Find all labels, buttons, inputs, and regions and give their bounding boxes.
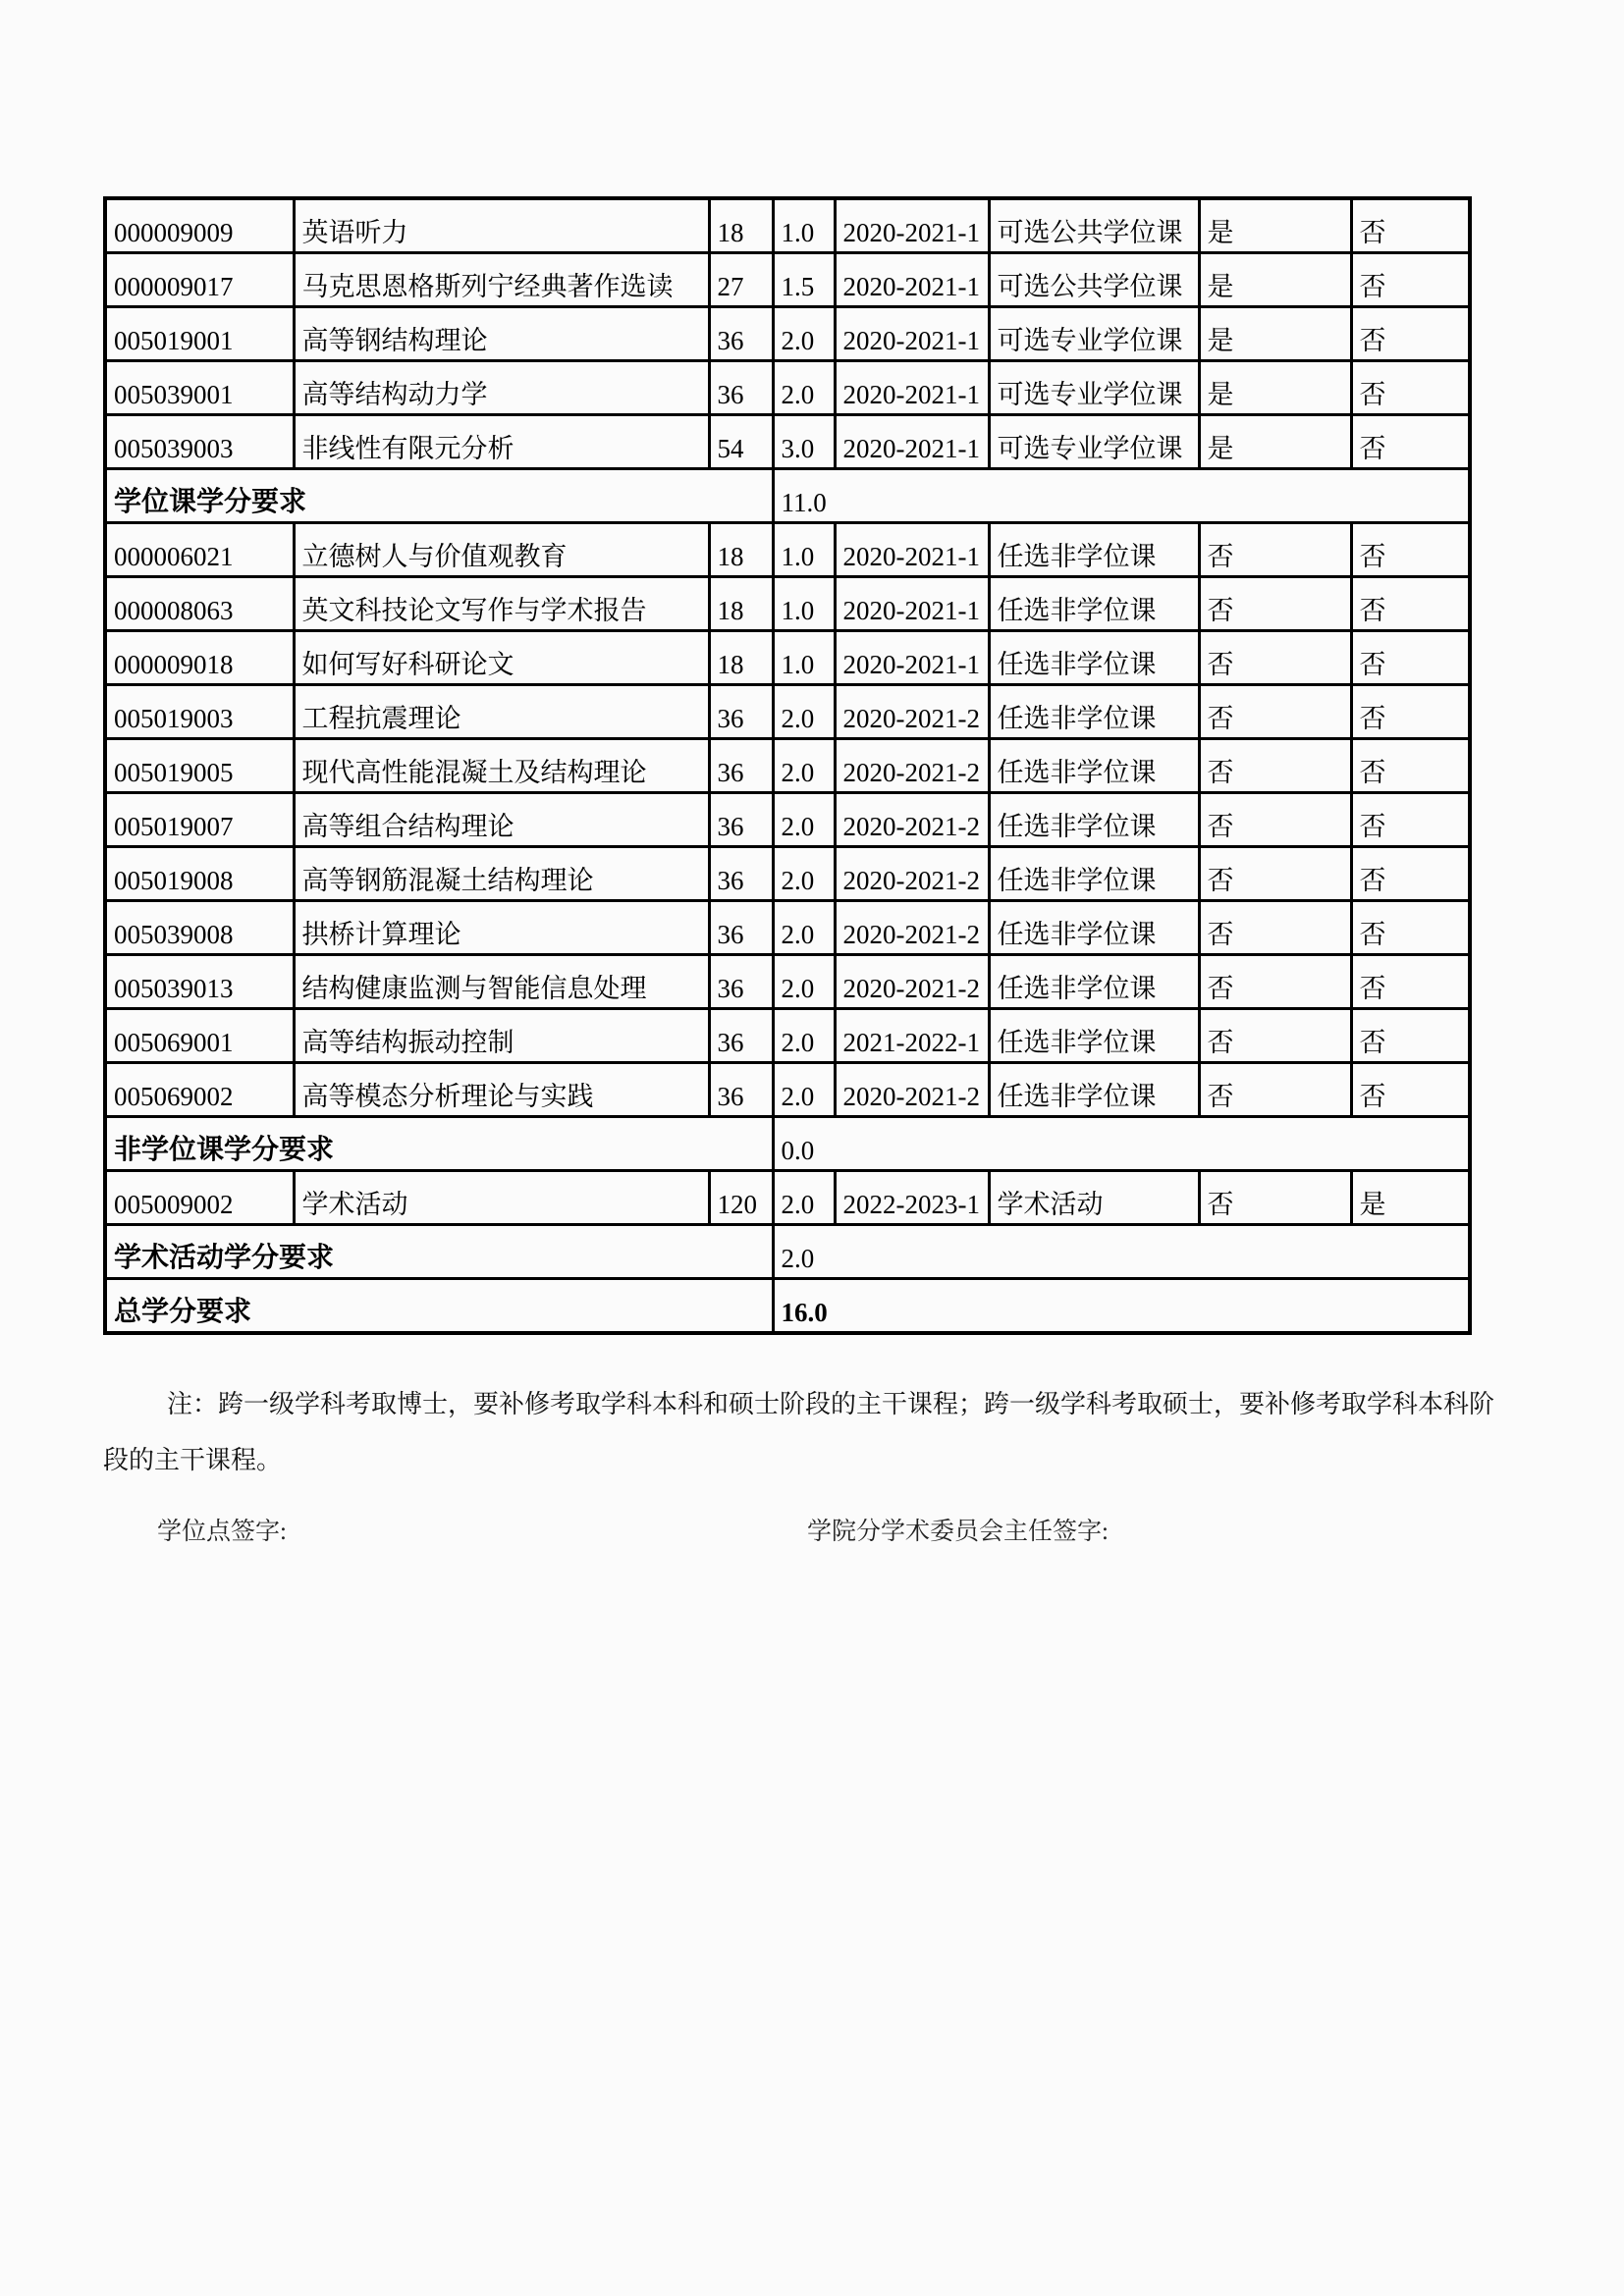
course-flag1: 是 xyxy=(1199,198,1351,253)
course-semester: 2020-2021-1 xyxy=(835,631,989,685)
course-hours: 36 xyxy=(709,739,773,793)
course-credits: 2.0 xyxy=(773,793,835,847)
course-name: 高等结构动力学 xyxy=(294,361,709,415)
course-hours: 36 xyxy=(709,955,773,1009)
course-flag2: 否 xyxy=(1351,253,1470,307)
course-code: 005039003 xyxy=(105,415,294,469)
course-category: 任选非学位课 xyxy=(989,901,1199,955)
course-code: 005019001 xyxy=(105,307,294,361)
course-category: 任选非学位课 xyxy=(989,1009,1199,1063)
table-row xyxy=(105,685,1470,739)
table-row xyxy=(105,631,1470,685)
course-flag1: 否 xyxy=(1199,685,1351,739)
course-name: 现代高性能混凝土及结构理论 xyxy=(294,739,709,793)
course-name: 如何写好科研论文 xyxy=(294,631,709,685)
table-row xyxy=(105,1009,1470,1063)
course-flag2: 否 xyxy=(1351,415,1470,469)
course-flag2: 否 xyxy=(1351,739,1470,793)
course-name: 英语听力 xyxy=(294,198,709,253)
course-flag2: 否 xyxy=(1351,901,1470,955)
course-flag2: 是 xyxy=(1351,1171,1470,1225)
course-category: 任选非学位课 xyxy=(989,793,1199,847)
table-row xyxy=(105,793,1470,847)
course-category: 学术活动 xyxy=(989,1171,1199,1225)
course-hours: 36 xyxy=(709,901,773,955)
course-credits: 2.0 xyxy=(773,955,835,1009)
course-credits: 1.0 xyxy=(773,631,835,685)
table-row xyxy=(105,955,1470,1009)
course-semester: 2020-2021-1 xyxy=(835,415,989,469)
course-flag1: 否 xyxy=(1199,1009,1351,1063)
course-flag2: 否 xyxy=(1351,1009,1470,1063)
course-category: 任选非学位课 xyxy=(989,739,1199,793)
course-hours: 54 xyxy=(709,415,773,469)
course-flag1: 否 xyxy=(1199,523,1351,577)
section-row-nondegree-credits xyxy=(105,1117,1470,1171)
footnote-line-2: 段的主干课程。 xyxy=(103,1446,283,1474)
section-label: 学位课学分要求 xyxy=(105,469,773,523)
table-row xyxy=(105,523,1470,577)
section-label: 学术活动学分要求 xyxy=(105,1225,773,1279)
table-row xyxy=(105,415,1470,469)
course-name: 立德树人与价值观教育 xyxy=(294,523,709,577)
course-flag2: 否 xyxy=(1351,1063,1470,1117)
course-credits: 1.0 xyxy=(773,523,835,577)
course-semester: 2020-2021-1 xyxy=(835,307,989,361)
course-category: 任选非学位课 xyxy=(989,685,1199,739)
course-code: 000009018 xyxy=(105,631,294,685)
course-semester: 2020-2021-2 xyxy=(835,847,989,901)
course-hours: 36 xyxy=(709,1063,773,1117)
course-category: 任选非学位课 xyxy=(989,631,1199,685)
course-name: 非线性有限元分析 xyxy=(294,415,709,469)
course-flag1: 是 xyxy=(1199,307,1351,361)
course-hours: 18 xyxy=(709,577,773,631)
course-category: 任选非学位课 xyxy=(989,1063,1199,1117)
course-flag2: 否 xyxy=(1351,198,1470,253)
table-row xyxy=(105,307,1470,361)
footnote xyxy=(103,1376,1527,1488)
course-semester: 2020-2021-2 xyxy=(835,901,989,955)
course-name: 高等钢结构理论 xyxy=(294,307,709,361)
course-flag1: 否 xyxy=(1199,793,1351,847)
course-flag2: 否 xyxy=(1351,955,1470,1009)
course-code: 005069001 xyxy=(105,1009,294,1063)
course-hours: 36 xyxy=(709,685,773,739)
table-row xyxy=(105,1171,1470,1225)
course-hours: 27 xyxy=(709,253,773,307)
section-value: 11.0 xyxy=(773,469,1470,523)
course-flag1: 否 xyxy=(1199,901,1351,955)
course-code: 005039013 xyxy=(105,955,294,1009)
course-credits: 1.5 xyxy=(773,253,835,307)
signature-committee-chair: 学院分学术委员会主任签字: xyxy=(807,1519,1109,1545)
course-credits: 2.0 xyxy=(773,361,835,415)
course-credits: 3.0 xyxy=(773,415,835,469)
table-row xyxy=(105,361,1470,415)
course-hours: 36 xyxy=(709,361,773,415)
course-semester: 2020-2021-2 xyxy=(835,955,989,1009)
section-row-activity-credits xyxy=(105,1225,1470,1279)
course-flag2: 否 xyxy=(1351,577,1470,631)
course-hours: 18 xyxy=(709,523,773,577)
course-flag1: 否 xyxy=(1199,739,1351,793)
course-name: 拱桥计算理论 xyxy=(294,901,709,955)
course-code: 005019005 xyxy=(105,739,294,793)
course-name: 高等钢筋混凝土结构理论 xyxy=(294,847,709,901)
course-semester: 2020-2021-2 xyxy=(835,685,989,739)
section-value: 0.0 xyxy=(773,1117,1470,1171)
course-hours: 18 xyxy=(709,631,773,685)
course-flag1: 否 xyxy=(1199,955,1351,1009)
course-flag1: 否 xyxy=(1199,631,1351,685)
course-code: 000009017 xyxy=(105,253,294,307)
course-name: 英文科技论文写作与学术报告 xyxy=(294,577,709,631)
course-category: 可选专业学位课 xyxy=(989,415,1199,469)
course-category: 任选非学位课 xyxy=(989,955,1199,1009)
course-credits: 2.0 xyxy=(773,1171,835,1225)
course-category: 可选公共学位课 xyxy=(989,253,1199,307)
course-code: 005019008 xyxy=(105,847,294,901)
course-code: 005019003 xyxy=(105,685,294,739)
course-credits: 1.0 xyxy=(773,577,835,631)
signature-degree-point: 学位点签字: xyxy=(157,1519,287,1545)
course-semester: 2020-2021-2 xyxy=(835,739,989,793)
table-row xyxy=(105,1063,1470,1117)
course-flag2: 否 xyxy=(1351,685,1470,739)
course-table xyxy=(103,196,1472,1335)
course-flag1: 否 xyxy=(1199,1063,1351,1117)
course-code: 000006021 xyxy=(105,523,294,577)
table-row xyxy=(105,253,1470,307)
course-hours: 120 xyxy=(709,1171,773,1225)
course-credits: 1.0 xyxy=(773,198,835,253)
course-flag2: 否 xyxy=(1351,631,1470,685)
course-name: 高等模态分析理论与实践 xyxy=(294,1063,709,1117)
course-credits: 2.0 xyxy=(773,307,835,361)
course-code: 005069002 xyxy=(105,1063,294,1117)
course-hours: 36 xyxy=(709,847,773,901)
course-semester: 2021-2022-1 xyxy=(835,1009,989,1063)
course-semester: 2020-2021-1 xyxy=(835,253,989,307)
course-semester: 2020-2021-1 xyxy=(835,361,989,415)
course-category: 任选非学位课 xyxy=(989,577,1199,631)
course-hours: 36 xyxy=(709,1009,773,1063)
course-name: 结构健康监测与智能信息处理 xyxy=(294,955,709,1009)
course-code: 005019007 xyxy=(105,793,294,847)
section-row-total-credits xyxy=(105,1279,1470,1334)
section-value: 2.0 xyxy=(773,1225,1470,1279)
course-credits: 2.0 xyxy=(773,1009,835,1063)
course-flag2: 否 xyxy=(1351,361,1470,415)
course-code: 005039001 xyxy=(105,361,294,415)
course-flag1: 否 xyxy=(1199,577,1351,631)
section-label: 总学分要求 xyxy=(105,1279,773,1334)
course-semester: 2022-2023-1 xyxy=(835,1171,989,1225)
course-hours: 36 xyxy=(709,307,773,361)
table-row xyxy=(105,847,1470,901)
table-row xyxy=(105,739,1470,793)
footnote-line-1: 注：跨一级学科考取博士，要补修考取学科本科和硕士阶段的主干课程；跨一级学科考取硕士，要补修考取学科本科阶 xyxy=(167,1390,1495,1418)
course-flag2: 否 xyxy=(1351,793,1470,847)
course-name: 学术活动 xyxy=(294,1171,709,1225)
course-flag1: 是 xyxy=(1199,253,1351,307)
course-semester: 2020-2021-2 xyxy=(835,793,989,847)
course-flag2: 否 xyxy=(1351,847,1470,901)
section-row-degree-credits xyxy=(105,469,1470,523)
course-name: 高等组合结构理论 xyxy=(294,793,709,847)
course-hours: 36 xyxy=(709,793,773,847)
course-category: 任选非学位课 xyxy=(989,523,1199,577)
course-flag1: 否 xyxy=(1199,1171,1351,1225)
course-semester: 2020-2021-1 xyxy=(835,198,989,253)
course-code: 005009002 xyxy=(105,1171,294,1225)
course-semester: 2020-2021-1 xyxy=(835,577,989,631)
section-label: 非学位课学分要求 xyxy=(105,1117,773,1171)
course-credits: 2.0 xyxy=(773,901,835,955)
course-name: 工程抗震理论 xyxy=(294,685,709,739)
course-flag1: 否 xyxy=(1199,847,1351,901)
course-credits: 2.0 xyxy=(773,847,835,901)
table-row xyxy=(105,901,1470,955)
course-category: 可选专业学位课 xyxy=(989,361,1199,415)
course-flag1: 是 xyxy=(1199,415,1351,469)
course-code: 000008063 xyxy=(105,577,294,631)
table-row xyxy=(105,577,1470,631)
course-category: 任选非学位课 xyxy=(989,847,1199,901)
course-credits: 2.0 xyxy=(773,685,835,739)
course-flag1: 是 xyxy=(1199,361,1351,415)
course-name: 高等结构振动控制 xyxy=(294,1009,709,1063)
course-semester: 2020-2021-1 xyxy=(835,523,989,577)
course-credits: 2.0 xyxy=(773,1063,835,1117)
table-row xyxy=(105,198,1470,253)
course-code: 000009009 xyxy=(105,198,294,253)
course-credits: 2.0 xyxy=(773,739,835,793)
course-hours: 18 xyxy=(709,198,773,253)
section-value: 16.0 xyxy=(773,1279,1470,1334)
course-name: 马克思恩格斯列宁经典著作选读 xyxy=(294,253,709,307)
course-code: 005039008 xyxy=(105,901,294,955)
course-category: 可选公共学位课 xyxy=(989,198,1199,253)
course-flag2: 否 xyxy=(1351,523,1470,577)
course-category: 可选专业学位课 xyxy=(989,307,1199,361)
course-semester: 2020-2021-2 xyxy=(835,1063,989,1117)
course-flag2: 否 xyxy=(1351,307,1470,361)
